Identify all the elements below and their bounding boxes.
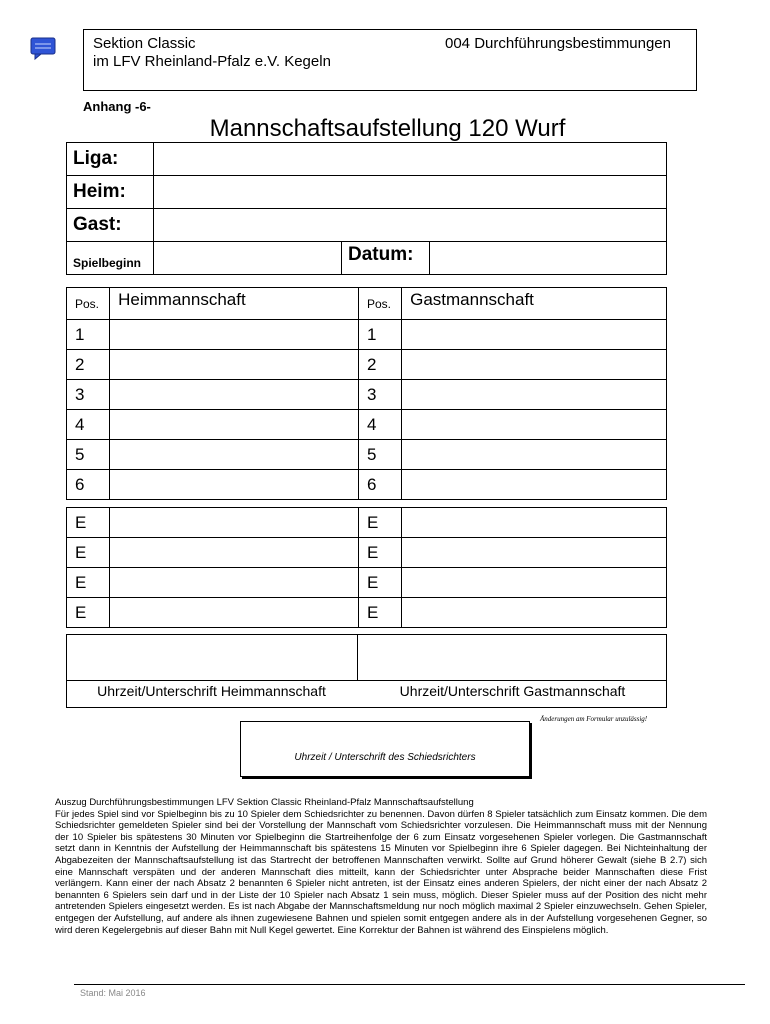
footer-version: Stand: Mai 2016 [80,988,146,998]
home-pos: 3 [67,380,110,410]
home-sub-label: E [67,538,110,568]
referee-signature-label: Uhrzeit / Unterschrift des Schiedsrichters [294,752,476,763]
home-player-field[interactable] [110,440,359,470]
home-pos: 2 [67,350,110,380]
home-pos-header: Pos. [67,288,110,320]
away-sub-field[interactable] [402,598,667,628]
comment-icon[interactable] [30,37,56,61]
away-player-field[interactable] [402,380,667,410]
home-player-field[interactable] [110,410,359,440]
home-signature-field[interactable] [67,635,356,679]
away-pos: 3 [358,380,401,410]
home-sub-field[interactable] [110,568,359,598]
match-info-table [66,142,667,275]
away-team-header: Gastmannschaft [402,288,667,320]
home-player-field[interactable] [110,320,359,350]
page-title: Mannschaftsaufstellung 120 Wurf [209,115,566,142]
away-sub-field[interactable] [402,538,667,568]
heim-field[interactable] [154,176,667,209]
away-player-field[interactable] [402,470,667,500]
substitutes-table [66,507,667,628]
lineup-table [66,287,667,500]
home-sub-field[interactable] [110,508,359,538]
away-signature-label: Uhrzeit/Unterschrift Gastmannschaft [399,683,626,699]
away-sub-label: E [358,538,401,568]
rules-heading: Auszug Durchführungsbestimmungen LFV Sektion Classic Rheinland-Pfalz Mannschaftsaufstellung [55,797,474,808]
away-player-field[interactable] [402,320,667,350]
home-player-field[interactable] [110,380,359,410]
home-sub-field[interactable] [110,538,359,568]
spielbeginn-label: Spielbeginn [67,242,154,275]
away-pos: 6 [358,470,401,500]
datum-label: Datum: [342,242,430,275]
home-sub-field[interactable] [110,598,359,628]
gast-field[interactable] [154,209,667,242]
referee-signature-field[interactable] [240,721,530,777]
away-pos: 5 [358,440,401,470]
appendix-label: Anhang -6- [83,99,151,114]
rules-excerpt [55,797,707,936]
gast-label: Gast: [67,209,154,242]
header-document-ref: 004 Durchführungsbestimmungen [445,35,671,52]
liga-field[interactable] [154,143,667,176]
away-signature-field[interactable] [359,635,666,679]
rules-body: Für jedes Spiel sind vor Spielbeginn bis zu 10 Spieler dem Schiedsrichter zu benennen. Davon dürfen 8 Spieler tatsächlich zum Einsatz kommen. Die dem Schiedsrichter gemeldeten Spieler sind bei der Vorstellung der Mannschaft vom Schiedsrichter vorzulesen. Die Heimmannschaft muss mit der Nennung der 10 Spieler bis spätestens 30 Minuten vor Spielbeginn die Startreihenfolge der 6 zum Einsatz vorgesehenen Spieler vorlegen. Die Gastmannschaft setzt dann in Kenntnis der Aufstellung der Heimmannschaft bis spätestens 15 Minuten vor Spielbeginn ihre 6 Spieler dagegen. Bei Nichteinhaltung der Abgabezeiten der Mannschaftsaufstellung ist das Startrecht der betroffenen Mannschaften verwirkt. Sollte auf Grund höherer Gewalt (siehe B 2.7) sich eine Mannschaft verspäten und der anderen Mannschaft dies mitteilt, kann der Schiedsrichter unter Absprache beider Mannschaften diese Frist verlängern. Kann einer der nach Absatz 2 benannten 6 Spieler nicht antreten, ist der Einsatz eines anderen Spielers, der nicht einer der nach Absatz 2 benannten 6 Spielers sein darf und in der Liste der 10 Spieler nach Absatz 1 sein muss, möglich. Dieser Spieler muss auf der Position des nicht mehr antretenden Spielers eingesetzt werden. Es ist nach Abgabe der Mannschaftsmeldung nur noch möglich maximal 2 Spieler einzuwechseln. Gehen Spieler, entgegen der Aufstellung, auf andere als ihnen zugewiesene Bahnen und spielen somit entgegen andere als in der Aufstellung vorgesehenen Gegner, so wird deren Kegelergebnis auf dieser Bahn mit Null Kegel gewertet. Eine Korrektur der Bahnen ist während des Einspielens möglich. [55,808,707,936]
away-pos: 1 [358,320,401,350]
away-sub-field[interactable] [402,568,667,598]
liga-label: Liga: [67,143,154,176]
home-team-header: Heimmannschaft [110,288,359,320]
home-pos: 4 [67,410,110,440]
home-player-field[interactable] [110,350,359,380]
away-pos: 4 [358,410,401,440]
changes-notice: Änderungen am Formular unzulässig! [540,715,648,723]
signature-divider [357,634,358,680]
away-sub-label: E [358,598,401,628]
away-pos: 2 [358,350,401,380]
datum-field[interactable] [430,242,667,275]
footer-divider [74,984,745,985]
home-pos: 6 [67,470,110,500]
header-section: Sektion Classic [93,35,196,52]
away-player-field[interactable] [402,440,667,470]
home-sub-label: E [67,598,110,628]
home-pos: 5 [67,440,110,470]
away-sub-label: E [358,508,401,538]
home-player-field[interactable] [110,470,359,500]
home-signature-label: Uhrzeit/Unterschrift Heimmannschaft [97,683,326,699]
home-pos: 1 [67,320,110,350]
home-sub-label: E [67,508,110,538]
signature-line [66,680,667,681]
heim-label: Heim: [67,176,154,209]
home-sub-label: E [67,568,110,598]
away-player-field[interactable] [402,410,667,440]
away-pos-header: Pos. [358,288,401,320]
away-player-field[interactable] [402,350,667,380]
away-sub-label: E [358,568,401,598]
header-association: im LFV Rheinland-Pfalz e.V. Kegeln [93,53,331,70]
away-sub-field[interactable] [402,508,667,538]
spielbeginn-field[interactable] [154,242,342,275]
